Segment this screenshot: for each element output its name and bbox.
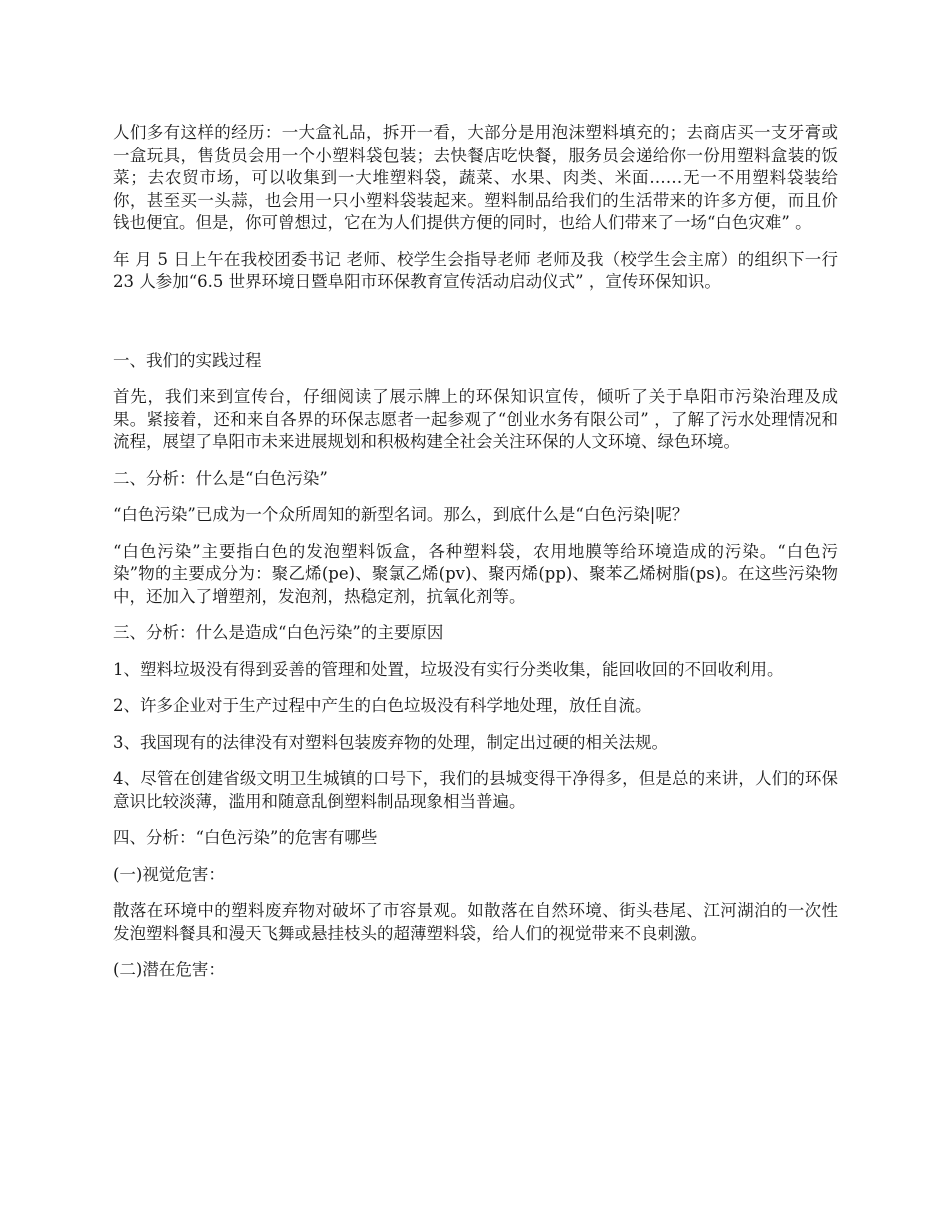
intro-paragraph-1: 人们多有这样的经历：一大盒礼品，拆开一看，大部分是用泡沫塑料填充的；去商店买一支牙膏或一盒玩具，售货员会用一个小塑料袋包装；去快餐店吃快餐，服务员会递给你一份用塑料盒装的饭菜；去农贸市场，可以收集到一大堆塑料袋，蔬菜、水果、肉类、米面……无一不用塑料袋装给你，甚至买一头蒜，也会用一只小塑料袋装起来。塑料制品给我们的生活带来的许多方便，而且价钱也便宜。但是，你可曾想过，它在为人们提供方便的同时，也给人们带来了一场“白色灾难” 。	[113, 123, 838, 232]
cause-item-1: 1、塑料垃圾没有得到妥善的管理和处置，垃圾没有实行分类收集，能回收回的不回收利用。	[113, 659, 784, 679]
section-heading-causes: 三、分析：什么是造成“白色污染”的主要原因	[113, 623, 444, 642]
intro-paragraph-2: 年 月 5 日上午在我校团委书记 老师、校学生会指导老师 老师及我（校学生会主席）的组织下一行 23 人参加“6.5 世界环境日暨阜阳市环保教育宣传活动启动仪式” ，宣传环保知识。	[113, 249, 838, 291]
what-is-paragraph-2: “白色污染”主要指白色的发泡塑料饭盒，各种塑料袋，农用地膜等给环境造成的污染。“白色污染”物的主要成分为：聚乙烯(pe)、聚氯乙烯(pv)、聚丙烯(pp)、聚苯乙烯树脂(ps)。在这些污染物中，还加入了增塑剂，发泡剂，热稳定剂，抗氧化剂等。	[113, 541, 838, 606]
harm-visual-paragraph: 散落在环境中的塑料废弃物对破坏了市容景观。如散落在自然环境、街头巷尾、江河湖泊的一次性发泡塑料餐具和漫天飞舞或悬挂枝头的超薄塑料袋，给人们的视觉带来不良刺激。	[113, 901, 838, 943]
cause-item-4: 4、尽管在创建省级文明卫生城镇的口号下，我们的县城变得干净得多，但是总的来讲，人们的环保意识比较淡薄，滥用和随意乱倒塑料制品现象相当普遍。	[113, 769, 838, 811]
document-body	[113, 122, 838, 996]
cause-item-2: 2、许多企业对于生产过程中产生的白色垃圾没有科学地处理，放任自流。	[113, 696, 652, 715]
what-is-paragraph-1: “白色污染”已成为一个众所周知的新型名词。那么，到底什么是“白色污染|呢？	[113, 505, 689, 524]
harm-subheading-visual: (一)视觉危害：	[113, 864, 225, 884]
practice-paragraph: 首先，我们来到宣传台，仔细阅读了展示牌上的环保知识宣传，倾听了关于阜阳市污染治理及成果。紧接着，还和来自各界的环保志愿者一起参观了“创业水务有限公司” ，了解了污水处理情况和流程，展望了阜阳市未来进展规划和积极构建全社会关注环保的人文环境、绿色环境。	[113, 387, 838, 451]
section-heading-what-is: 二、分析：什么是“白色污染”	[113, 468, 328, 488]
harm-subheading-potential: (二)潜在危害：	[113, 960, 225, 979]
section-spacer	[113, 308, 838, 350]
cause-item-3: 3、我国现有的法律没有对塑料包装废弃物的处理，制定出过硬的相关法规。	[113, 732, 668, 752]
section-heading-practice: 一、我们的实践过程	[113, 350, 262, 370]
section-heading-harms: 四、分析：“白色污染”的危害有哪些	[113, 828, 378, 847]
